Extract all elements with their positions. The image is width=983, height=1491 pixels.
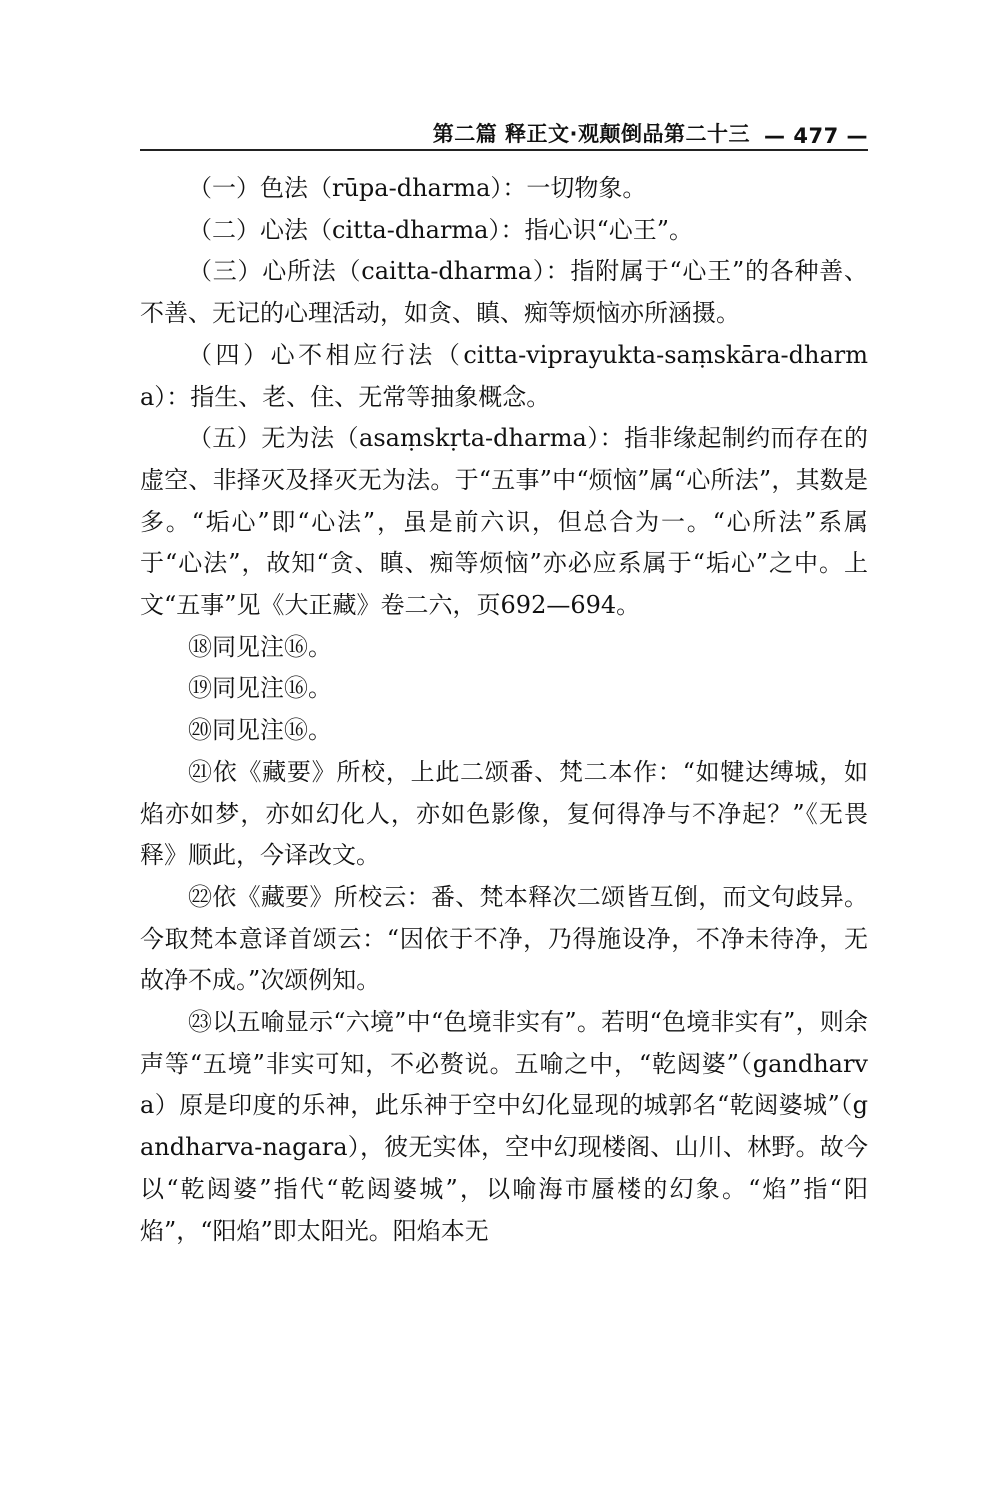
paragraph-citta-dharma: （二）心法（citta-dharma）：指心识“心王”。 bbox=[188, 215, 694, 244]
footnote-23: ㉓以五喻显示“六境”中“色境非实有”。若明“色境非实有”，则余声等“五境”非实可知，不必赘说。五喻之中，“乾闼婆”（gandharva）原是印度的乐神，此乐神于空中幻化显现的城郭名“乾闼婆城”（gandharva-nagara），彼无实体，空中幻现楼阁、山川、林野。故今以“乾闼婆”指代“乾闼婆城”，以喻海市蜃楼的幻象。“焰”指“阳焰”，“阳焰”即太阳光。阳焰本无 bbox=[140, 1008, 868, 1245]
footnote-19: ⑲同见注⑯。 bbox=[188, 674, 332, 703]
paragraph-caitta-dharma: （三）心所法（caitta-dharma）：指附属于“心王”的各种善、不善、无记的心理活动，如贪、瞋、痴等烦恼亦所涵摄。 bbox=[140, 257, 868, 328]
chapter-title: 第二篇 释正文·观颠倒品第二十三 bbox=[432, 122, 751, 146]
running-header bbox=[140, 108, 868, 148]
paragraph-rupa-dharma: （一）色法（rūpa-dharma）：一切物象。 bbox=[188, 174, 647, 202]
footnote-22: ㉒依《藏要》所校云：番、梵本释次二颂皆互倒，而文句歧异。今取梵本意译首颂云：“因依于不净，乃得施设净，不净未待净，无故净不成。”次颂例知。 bbox=[140, 882, 868, 995]
footnote-20: ⑳同见注⑯。 bbox=[188, 716, 332, 745]
footnote-21: ㉑依《藏要》所校，上此二颂番、梵二本作：“如犍达缚城，如焰亦如梦，亦如幻化人，亦如色影像，复何得净与不净起？”《无畏释》顺此，今译改文。 bbox=[140, 757, 868, 870]
header-rule bbox=[140, 149, 868, 151]
paragraph-viprayukta: （四）心不相应行法（citta-viprayukta-saṃskāra-dharma）：指生、老、住、无常等抽象概念。 bbox=[140, 340, 868, 411]
footnote-18: ⑱同见注⑯。 bbox=[188, 632, 332, 661]
paragraph-asamskrta: （五）无为法（asaṃskṛta-dharma）：指非缘起制约而存在的虚空、非择灭及择灭无为法。于“五事”中“烦恼”属“心所法”，其数是多。“垢心”即“心法”，虽是前六识，但总合为一。“心所法”系属于“心法”，故知“贪、瞋、痴等烦恼”亦必应系属于“垢心”之中。上文“五事”见《大正藏》卷二六，页692—694。 bbox=[140, 424, 868, 620]
page-body bbox=[140, 168, 868, 1252]
page-number: — 477 — bbox=[764, 124, 868, 148]
